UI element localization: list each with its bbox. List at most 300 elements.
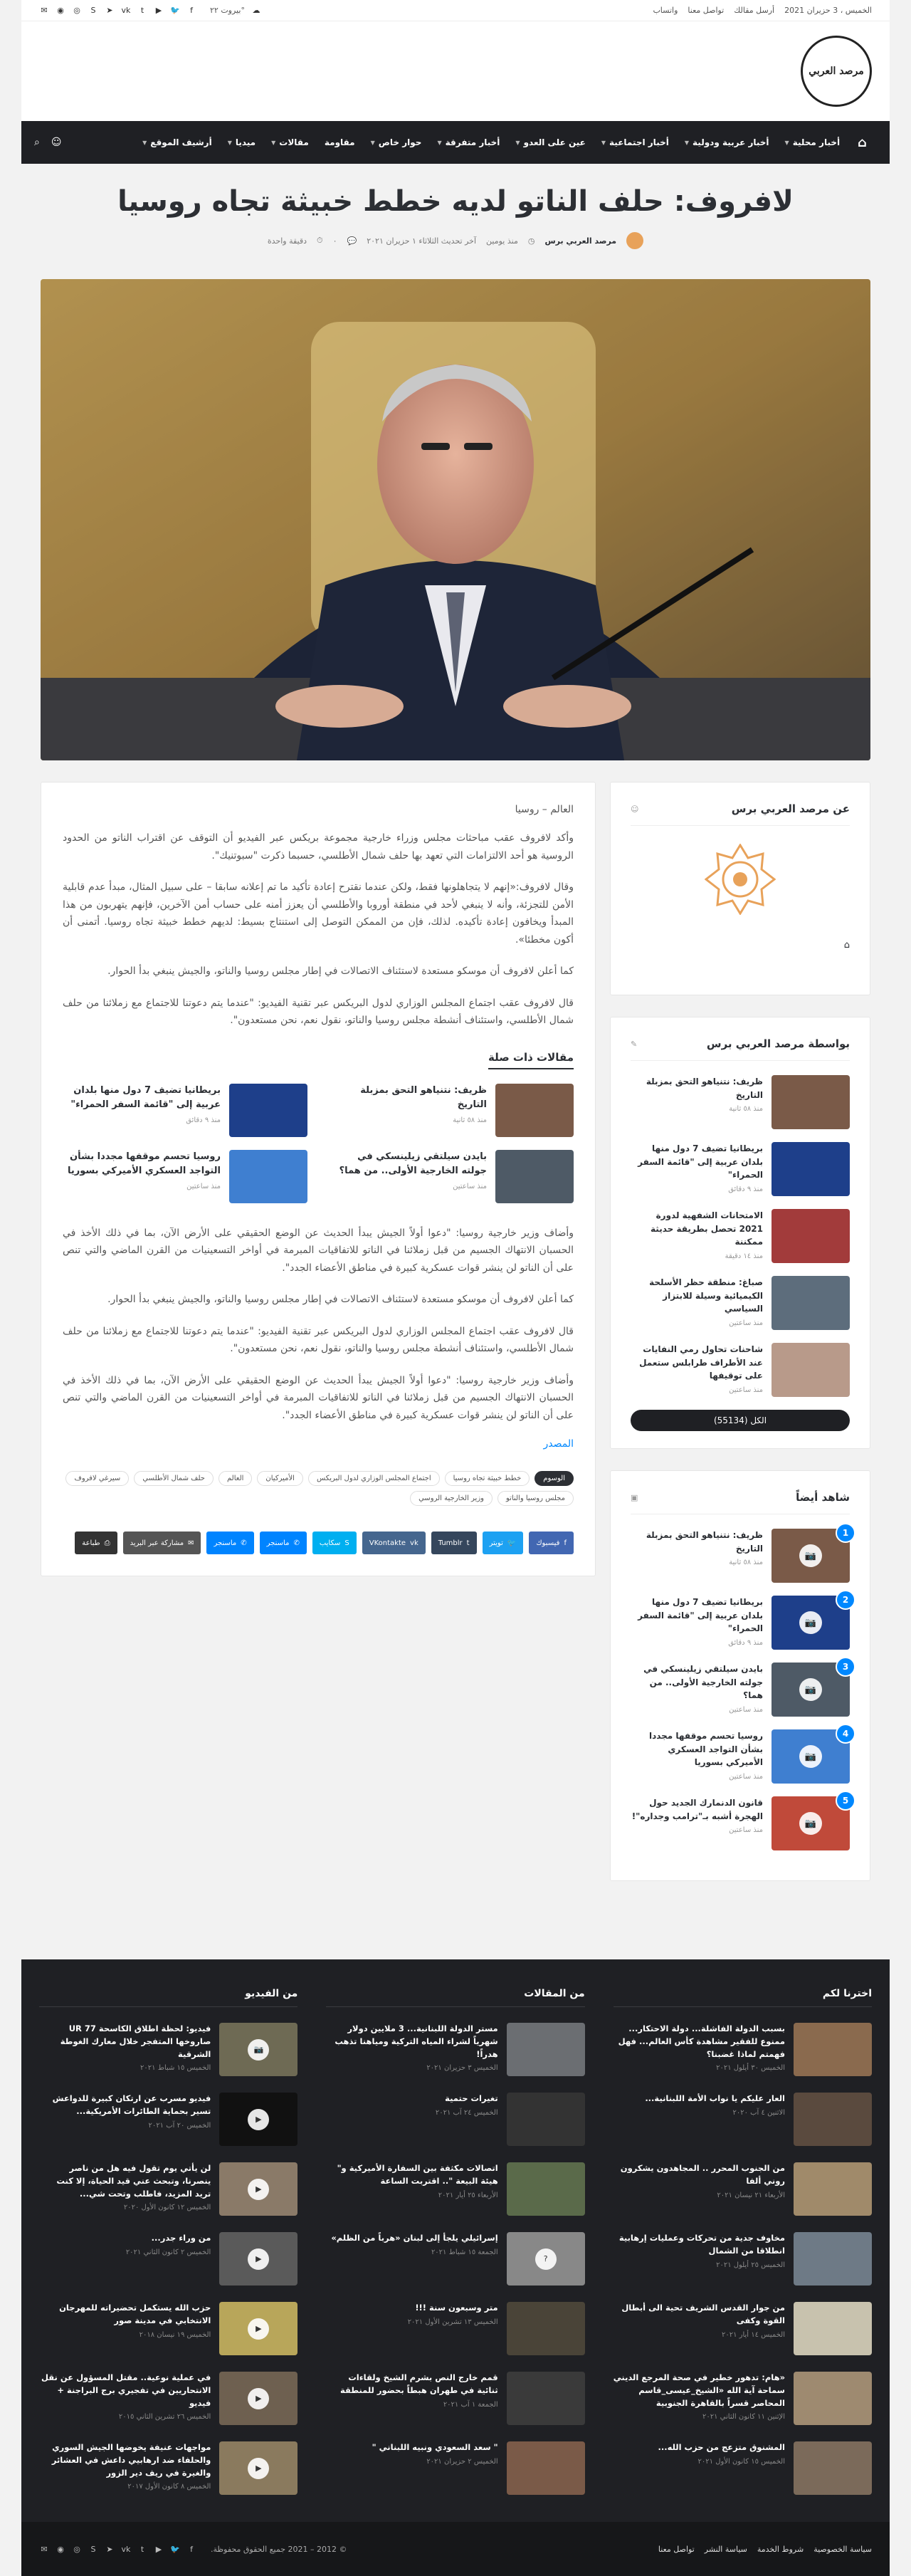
about-logo[interactable] [701, 840, 779, 918]
comment-icon[interactable]: 💬 [347, 236, 357, 246]
share-label: VKontakte [369, 1539, 406, 1547]
sidebar-post-title[interactable]: ظريف: نتنياهو التحق بمزبلة التاريخ [646, 1077, 763, 1100]
footer-post[interactable] [326, 2441, 584, 2498]
search-icon[interactable]: ⌕ [34, 137, 40, 148]
chevron-down-icon: ▼ [684, 139, 690, 146]
article-paragraph: وأضاف وزير خارجية روسيا: "دعوا أولاً الجيش يبدأ الحديث عن الوضع الحقيقي على الأرض الآن، بما في ذلك الأخذ في الحسبان الانتهاك الجسيم من قبل زملائنا في الناتو للاتفاقيات المبرمة في أواخر التسعينيات من القرن الماضي والتي تنص على أن الناتو لن ينشر قوات عسكرية كبيرة في مناطق الأعضاء الجدد". [63, 1227, 574, 1274]
watch-post[interactable] [631, 1729, 850, 1784]
related-thumb[interactable] [495, 1150, 574, 1203]
article-paragraph: كما أعلن لافروف أن موسكو مستعدة لاستئناف الاتصالات في إطار مجلس روسيا والناتو، والجيش ينبغي بدأ الحوار. [107, 965, 574, 977]
clock-icon: ◷ [527, 236, 535, 246]
nav-item-resistance[interactable] [317, 121, 363, 164]
read-time-icon: ⏱ [317, 236, 323, 245]
nav-label: عين على العدو [523, 137, 586, 147]
footer-post[interactable] [326, 2093, 584, 2150]
tumblr-icon[interactable]: t [140, 6, 144, 15]
footer-post[interactable] [614, 2023, 872, 2080]
author-avatar[interactable] [626, 232, 643, 249]
messenger-icon: ✆ [241, 1539, 247, 1547]
article-paragraph: قال لافروف عقب اجتماع المجلس الوزاري لدول البريكس عبر تقنية الفيديو: "عندما يتم دعوتنا للاجتماع مع زملائنا من حلف شمال الأطلسي، واستئناف أنشطة مجلس روسيا والناتو، نقول نعم، نحن مستعدون". [63, 1325, 574, 1354]
footer-link-privacy[interactable]: سياسة الخصوصية [813, 2544, 872, 2554]
widget-title: عن مرصد العربي برس [731, 802, 850, 815]
sidebar-post-title[interactable]: شاحنات تحاول رمي النفايات عند الأطراف طرابلس ستعمل على توقيفها [639, 1344, 763, 1381]
footer-post[interactable] [326, 2023, 584, 2080]
watch-post[interactable] [631, 1529, 850, 1583]
rank-badge: 3 [836, 1657, 855, 1677]
camera-icon: 📷 [799, 1745, 822, 1768]
chevron-down-icon: ▼ [515, 139, 520, 146]
share-messenger-button[interactable] [206, 1532, 253, 1554]
article-title: لافروف: حلف الناتو لديه خطط خبيثة تجاه روسيا [117, 185, 794, 218]
site-footer [21, 1959, 890, 2522]
camera-icon: 📷 [799, 1611, 822, 1634]
print-button[interactable] [75, 1532, 117, 1554]
sidebar-post-date: منذ ٥٨ ثانية [729, 1105, 763, 1114]
facebook-icon[interactable]: f [190, 2544, 193, 2554]
footer-post-date: الإثنين ١١ كانون الثاني ٢٠٢١ [702, 2413, 785, 2421]
nav-label: أخبار متفرقة [445, 137, 500, 147]
footer-post[interactable] [39, 2162, 297, 2219]
sidebar-post[interactable] [631, 1276, 850, 1330]
email-icon[interactable]: ✉ [41, 2544, 48, 2554]
footer-post[interactable] [326, 2162, 584, 2219]
nav-item-archive[interactable] [135, 121, 220, 164]
sidebar-post-thumb[interactable] [772, 1343, 850, 1397]
camera-icon: 📷 [799, 1812, 822, 1835]
related-thumb[interactable] [495, 1084, 574, 1137]
email-icon[interactable]: ✉ [41, 6, 48, 15]
tag-link[interactable]: سيرغي لافروف [65, 1471, 129, 1486]
author-name[interactable]: مرصد العربي برس [544, 236, 617, 246]
tag-link[interactable]: وزير الخارجية الروسي [410, 1491, 493, 1506]
footer-post-date: الخميس ٢٦ تشرين الثاني ٢٠١٥ [118, 2413, 211, 2421]
play-icon: ▶ [248, 2109, 269, 2130]
question-icon: ? [535, 2248, 557, 2270]
related-item[interactable] [63, 1084, 307, 1137]
footer-thumb[interactable] [219, 2023, 297, 2076]
image-icon: ▣ [631, 1492, 638, 1502]
footer-post[interactable] [39, 2023, 297, 2080]
print-icon: ⎙ [104, 1539, 110, 1547]
top-link-contact[interactable]: تواصل معنا [688, 6, 725, 15]
share-skype-button[interactable] [312, 1532, 357, 1554]
footer-post-date: الخميس ١٥ شباط ٢٠٢١ [140, 2064, 211, 2073]
footer-thumb[interactable] [219, 2162, 297, 2216]
footer-post[interactable] [614, 2093, 872, 2150]
chevron-down-icon: ▼ [370, 139, 375, 146]
footer-post-title[interactable]: المشنوق متزعج من حزب الله... [658, 2442, 785, 2452]
chevron-down-icon: ▼ [784, 139, 789, 146]
tags-list [63, 1471, 574, 1506]
footer-link-publishing[interactable]: سياسة النشر [704, 2544, 747, 2554]
top-bar [21, 0, 890, 21]
tag-link[interactable]: حلف شمال الأطلسي [134, 1471, 214, 1486]
footer-post-date: الاثنين ٤ آب ٢٠٢٠ [732, 2108, 785, 2117]
footer-post[interactable] [614, 2372, 872, 2429]
weather: بيروت ٢٢° [210, 6, 245, 15]
skype-icon: S [344, 1539, 349, 1547]
footer-post-date: الخميس ٢ حزيران ٢٠٢١ [426, 2457, 498, 2466]
footer-thumb[interactable] [219, 2093, 297, 2146]
footer-thumb[interactable] [507, 2232, 585, 2286]
watch-post[interactable] [631, 1596, 850, 1650]
footer-post-date: الخميس ٢٠ آب ٢٠٢١ [148, 2121, 211, 2130]
footer-post-date: الخميس ٣ حزيران ٢٠٢١ [426, 2064, 498, 2073]
share-tumblr-button[interactable] [431, 1532, 477, 1554]
footer-thumb[interactable] [794, 2441, 872, 2495]
home-icon[interactable]: ⌂ [843, 940, 850, 951]
footer-thumb[interactable] [794, 2232, 872, 2286]
related-item-title[interactable]: ظريف: نتنياهو التحق بمزبلة التاريخ [360, 1084, 487, 1110]
nav-label: أخبار محلية [792, 137, 841, 147]
tag-link[interactable]: خطط خبيثة تجاه روسيا [445, 1471, 530, 1486]
footer-post-title[interactable]: " سعد السعودي ونبيه اللبناني " [372, 2442, 498, 2452]
watch-post-date: منذ ساعتين [729, 1826, 763, 1835]
footer-post-title[interactable]: من جوار القدس الشريف تحية الى أبطال القوة وكفى [621, 2303, 785, 2325]
related-item[interactable] [329, 1084, 574, 1137]
nav-items [135, 121, 877, 164]
tag-link[interactable]: اجتماع المجلس الوزاري لدول البريكس [308, 1471, 440, 1486]
share-label: ماسنجر [214, 1539, 237, 1547]
sidebar-post-thumb[interactable] [772, 1276, 850, 1330]
footer-post-title[interactable]: قمم خارج النص بشرم الشيخ ولقاءات ثنائية في طهران هبطاً بحضور للمنطقة [340, 2372, 498, 2395]
sidebar-post-thumb[interactable] [772, 1209, 850, 1263]
nav-item-misc[interactable] [429, 121, 507, 164]
top-link-whatsapp[interactable]: واتساب [653, 6, 678, 15]
watch-post-date: منذ ٩ دقائق [728, 1638, 763, 1647]
nav-item-media[interactable] [220, 121, 263, 164]
article-paragraph: وأضاف وزير خارجية روسيا: "دعوا أولاً الجيش يبدأ الحديث عن الوضع الحقيقي على الأرض الآن، بما في ذلك الأخذ في الحسبان الانتهاك الجسيم من قبل زملائنا في الناتو للاتفاقيات المبرمة في أواخر التسعينيات من القرن الماضي والتي تنص على أن الناتو لن ينشر قوات عسكرية كبيرة في مناطق الأعضاء الجدد". [63, 1374, 574, 1421]
nav-label: ميديا [235, 137, 256, 147]
footer-col-title: من المقالات [326, 1988, 584, 2007]
watch-post-title[interactable]: قانون الدنمارك الجديد حول الهجرة أشبه بـ"ترامب وجداره"! [631, 1798, 763, 1821]
watch-post-thumb[interactable] [772, 1596, 850, 1650]
footer-post-date: الأربعاء ٢٥ أيار ٢٠٢١ [438, 2191, 498, 2199]
footer-thumb[interactable] [794, 2093, 872, 2146]
footer-post-title[interactable]: فيديو: لحظة اطلاق الكاسحة UR 77 صاروخها المتفجر خلال معارك الغوطة الشرقية [60, 2023, 211, 2059]
footer-thumb[interactable] [219, 2372, 297, 2425]
footer-post-title[interactable]: في عملية نوعية.. مقتل المسؤول عن نقل الانتحاريين في تفجيري برج البراجنة + فيديو [41, 2372, 211, 2408]
article-source[interactable]: المصدر [543, 1438, 574, 1450]
watch-post-thumb[interactable] [772, 1529, 850, 1583]
footer-thumb[interactable] [794, 2023, 872, 2076]
facebook-icon: f [564, 1539, 567, 1547]
footer-post[interactable] [39, 2232, 297, 2289]
rank-badge: 5 [836, 1791, 855, 1811]
article-meta [21, 232, 890, 249]
footer-post[interactable] [39, 2372, 297, 2429]
hero-image [41, 279, 870, 760]
widget-title: شاهد أيضاً [796, 1491, 850, 1504]
rss-icon[interactable]: ◉ [57, 2544, 64, 2554]
footer-post-title[interactable]: مخاوف جدية من تحركات وعمليات إرهابية انطلاقا من الشمال [618, 2233, 785, 2256]
footer-post-date: الجمعة ١ آب ٢٠٢١ [443, 2400, 498, 2409]
footer-thumb[interactable] [794, 2372, 872, 2425]
share-label: سكايب [319, 1539, 341, 1547]
watch-post[interactable] [631, 1796, 850, 1850]
footer-thumb[interactable] [219, 2441, 297, 2495]
article-paragraph: كما أعلن لافروف أن موسكو مستعدة لاستئناف الاتصالات في إطار مجلس روسيا والناتو، والجيش ينبغي بدأ الحوار. [107, 1294, 574, 1305]
footer-post[interactable] [614, 2302, 872, 2359]
watch-post-date: منذ ساعتين [729, 1772, 763, 1781]
footer-post-title[interactable]: العار عليكم يا نواب الأمة اللبنانية... [645, 2093, 785, 2103]
footer-post-date: الجمعة ١٥ شباط ٢٠٢١ [431, 2248, 498, 2256]
footer-social-icons [39, 2544, 196, 2554]
user-icon[interactable]: ☺ [51, 137, 62, 148]
play-icon: ▶ [248, 2179, 269, 2200]
watch-post-title[interactable]: روسيا تحسم موقفها مجددا بشأن التواجد العسكري الأميركي بسوريا [648, 1731, 763, 1768]
read-time: دقيقة واحدة [267, 236, 307, 246]
watch-post-title[interactable]: ظريف: نتنياهو التحق بمزبلة التاريخ [646, 1530, 763, 1554]
sidebar [610, 782, 870, 1902]
author-posts-widget [610, 1017, 870, 1449]
footer-col-videos [39, 1988, 297, 2511]
footer-post-title[interactable]: إسرائيلي يلجأ إلى لبنان «هرباً من الظلم» [331, 2233, 498, 2243]
related-item-date: منذ ٩ دقائق [186, 1116, 221, 1124]
watch-post-title[interactable]: بايدن سيلتقي زيلينسكي في جولته الخارجية الأولى.. من هما؟ [643, 1664, 763, 1701]
share-label: مشاركة عبر البريد [130, 1539, 184, 1547]
related-item[interactable] [63, 1150, 307, 1203]
footer-thumb[interactable] [507, 2441, 585, 2495]
rank-badge: 1 [836, 1523, 855, 1543]
all-posts-button[interactable]: الكل (55134) [631, 1410, 850, 1431]
nav-item-social[interactable] [594, 121, 677, 164]
article-paragraph: وأكد لافروف عقب مباحثات مجلس وزراء خارجية مجموعة بريكس عبر الفيديو أن التوقف عن اقتراب الناتو من الحدود الروسية هو أحد الالتزامات التي تعهد بها حلف شمال الأطلسي، حسبما ذكرت "سبوتنيك". [63, 832, 574, 862]
weather-icon: ☁ [252, 6, 260, 15]
nav-label: مقاومة [324, 137, 355, 147]
footer-col-title: اخترنا لكم [614, 1988, 872, 2007]
chevron-down-icon: ▼ [601, 139, 606, 146]
footer-post-title[interactable]: «هام: تدهور خطير في صحة المرجع الديني سماحة آية الله «الشيخ_عيسى_قاسم المحاصر قسراً بالقاهرة الجنوبية [613, 2372, 785, 2408]
site-logo[interactable] [801, 36, 872, 107]
watch-post-date: منذ ساعتين [729, 1705, 763, 1714]
footer-link-contact[interactable]: تواصل معنا [658, 2544, 695, 2554]
telegram-icon[interactable]: ➤ [106, 2544, 113, 2554]
footer-post-title[interactable]: من وراء جدر... [151, 2233, 211, 2243]
camera-icon: 📷 [799, 1544, 822, 1567]
footer-post[interactable] [326, 2232, 584, 2289]
sidebar-post[interactable] [631, 1343, 850, 1397]
watch-post[interactable] [631, 1663, 850, 1717]
nav-label: أرشيف الموقع [150, 137, 212, 147]
nav-item-arab-intl[interactable] [677, 121, 777, 164]
share-twitter-button[interactable] [483, 1532, 524, 1554]
updated-time: آخر تحديث الثلاثاء ١ حزيران ٢٠٢١ [367, 236, 477, 246]
footer-thumb[interactable] [507, 2162, 585, 2216]
site-header [21, 21, 890, 121]
telegram-icon[interactable]: ➤ [106, 6, 113, 15]
share-label: Tumblr [438, 1539, 463, 1547]
watch-post-thumb[interactable] [772, 1729, 850, 1784]
footer-post[interactable] [326, 2302, 584, 2359]
footer-post-title[interactable]: اتصالات مكثفة بين السفارة الأميركية و" هيئة البيعة ".. اقتربت الساعة [337, 2163, 498, 2186]
sidebar-post[interactable] [631, 1075, 850, 1129]
widget-title: بواسطة مرصد العربي برس [706, 1037, 850, 1050]
footer-post-title[interactable]: لن يأتي يوم تقول فيه هل من ناصر ينصرنا، وتبحث عني قيد الحياة، إلا كنت تريد المزيد، فاطلب وتحت شي... [56, 2163, 211, 2199]
email-icon: ✉ [188, 1539, 194, 1547]
share-messenger-button[interactable] [260, 1532, 307, 1554]
play-icon: ▶ [248, 2318, 269, 2340]
footer-thumb[interactable] [507, 2093, 585, 2146]
footer-post-title[interactable]: متر وسبعون سنة !!! [415, 2303, 498, 2313]
footer-thumb[interactable] [507, 2372, 585, 2425]
footer-col-articles [326, 1988, 584, 2511]
footer-thumb[interactable] [219, 2302, 297, 2355]
tag-link[interactable]: العالم [218, 1471, 252, 1486]
nav-item-enemy[interactable] [507, 121, 593, 164]
watch-post-thumb[interactable] [772, 1663, 850, 1717]
copyright-text: © 2012 – 2021 جميع الحقوق محفوظة. [211, 2544, 347, 2554]
footer-post-title[interactable]: تغيرات حتمية [445, 2093, 498, 2103]
share-email-button[interactable] [123, 1532, 201, 1554]
footer-post[interactable] [326, 2372, 584, 2429]
share-label: ماسنجر [266, 1539, 290, 1547]
share-facebook-button[interactable] [529, 1532, 574, 1554]
footer-post-date: الخميس ١٥ كانون الأول ٢٠٢١ [697, 2457, 785, 2466]
related-title: مقالات ذات صلة [488, 1051, 574, 1069]
vk-icon[interactable]: vk [121, 2544, 131, 2554]
about-widget [610, 782, 870, 995]
nav-item-local[interactable] [777, 121, 848, 164]
hero-photo [41, 279, 870, 760]
copyright-bar [21, 2522, 890, 2576]
related-item[interactable] [329, 1150, 574, 1203]
user-icon: ☺ [631, 804, 639, 814]
top-social-icons [39, 6, 261, 16]
footer-post[interactable] [39, 2093, 297, 2150]
tag-link[interactable]: الأميركيان [257, 1471, 303, 1486]
footer-post-date: الخميس ٢٥ أيلول ٢٠٢١ [716, 2261, 785, 2269]
rank-badge: 4 [836, 1724, 855, 1744]
footer-post-title[interactable]: مستر الدولة اللبنانية... 3 ملايين دولار شهرياً لشراء المياه التركية ومياهنا تذهب هدراً! [335, 2023, 498, 2059]
footer-thumb[interactable] [219, 2232, 297, 2286]
chevron-down-icon: ▼ [271, 139, 276, 146]
instagram-icon[interactable]: ◎ [73, 2544, 80, 2554]
youtube-icon[interactable]: ▶ [155, 2544, 162, 2554]
footer-post-date: الخميس ١٣ تشرين الأول ٢٠٢١ [407, 2318, 498, 2326]
watch-post-thumb[interactable] [772, 1796, 850, 1850]
skype-icon[interactable]: S [90, 6, 96, 15]
sidebar-post[interactable] [631, 1142, 850, 1196]
chevron-down-icon: ▼ [437, 139, 442, 146]
tumblr-icon[interactable]: t [140, 2544, 144, 2554]
watch-post-title[interactable]: بريطانيا تضيف 7 دول منها بلدان عربية إلى "قائمة السفر الحمراء" [638, 1597, 763, 1634]
play-icon: ▶ [248, 2388, 269, 2409]
related-item-title[interactable]: بريطانيا تضيف 7 دول منها بلدان عربية إلى "قائمة السفر الحمراء" [70, 1084, 221, 1110]
footer-post[interactable] [614, 2441, 872, 2498]
footer-post[interactable] [39, 2441, 297, 2498]
footer-thumb[interactable] [507, 2023, 585, 2076]
related-item-date: منذ ساعتين [186, 1182, 221, 1190]
watch-also-widget [610, 1470, 870, 1881]
share-label: تويتر [489, 1539, 503, 1547]
related-item-title[interactable]: بايدن سيلتقي زيلينسكي في جولته الخارجية الأولى.. من هما؟ [339, 1151, 487, 1176]
share-buttons [63, 1532, 574, 1554]
nav-item-articles[interactable] [263, 121, 317, 164]
footer-link-terms[interactable]: شروط الخدمة [757, 2544, 804, 2554]
footer-post-date: الخميس ٢٤ آب ٢٠٢١ [435, 2108, 498, 2117]
article-header [21, 164, 890, 278]
facebook-icon[interactable]: f [190, 6, 193, 15]
footer-thumb[interactable] [507, 2302, 585, 2355]
top-links [653, 6, 872, 15]
footer-post-date: الخميس ٨ كانون الأول ٢٠١٧ [127, 2483, 211, 2491]
comment-count[interactable]: ٠ [332, 236, 337, 246]
footer-post[interactable] [39, 2302, 297, 2359]
article-paragraph: قال لافروف عقب اجتماع المجلس الوزاري لدول البريكس عبر تقنية الفيديو: "عندما يتم دعوتنا للاجتماع مع زملائنا من حلف شمال الأطلسي، واستئناف أنشطة مجلس روسيا والناتو، نقول نعم، نحن مستعدون". [63, 997, 574, 1026]
footer-thumb[interactable] [794, 2302, 872, 2355]
footer-post-title[interactable]: حزب الله يستكمل تحضيراته للمهرجان الانتخابي في مدينة صور [59, 2303, 211, 2325]
tags-head: الوسوم [535, 1471, 574, 1486]
article-dateline: العالم – روسيا [515, 804, 574, 815]
footer-col-title: من الفيديو [39, 1988, 297, 2007]
footer-post-title[interactable]: فيديو مسرب عن ارتكان كبيرة للدواعش تسير بحماية الطائرات الأمريكية... [52, 2093, 211, 2116]
sidebar-post-date: منذ ٩ دقائق [728, 1185, 763, 1193]
camera-icon: 📷 [248, 2039, 269, 2061]
logo-text: مرصد العربي [809, 65, 864, 77]
footer-post-date: الخميس ٢ كانون الثاني ٢٠٢١ [125, 2248, 211, 2256]
main-nav [21, 121, 890, 164]
sidebar-post-title[interactable]: صباغ: منطقة حظر الأسلحة الكيميائية وسيلة للابتزاز السياسي [649, 1277, 763, 1314]
footer-thumb[interactable] [794, 2162, 872, 2216]
play-icon: ▶ [248, 2458, 269, 2479]
related-item-title[interactable]: روسيا تحسم موقفها مجددا بشأن التواجد العسكري الأميركي بسوريا [68, 1151, 221, 1176]
chevron-down-icon: ▼ [227, 139, 232, 146]
messenger-icon: ✆ [293, 1539, 300, 1547]
footer-post-title[interactable]: بسبب الدولة الفاشلة... دولة الاحتكار... ممنوع للفقير مشاهدة كأس العالم... فهل فهمتم لماذا غضبنا؟ [618, 2023, 785, 2059]
related-thumb[interactable] [229, 1150, 307, 1203]
twitter-icon[interactable]: 🐦 [170, 6, 180, 15]
sidebar-post[interactable] [631, 1209, 850, 1263]
footer-post-title[interactable]: من الجنوب المحرر .. المجاهدون يشكرون روني ألفا [620, 2163, 785, 2186]
nav-item-interview[interactable] [363, 121, 430, 164]
sidebar-post-title[interactable]: بريطانيا تضيف 7 دول منها بلدان عربية إلى "قائمة السفر الحمراء" [638, 1143, 763, 1180]
tag-link[interactable]: مجلس روسيا والناتو [497, 1491, 574, 1506]
about-logo-graphic [705, 844, 776, 915]
sidebar-post-title[interactable]: الامتحانات الشفهية لدورة 2021 تحصل بطريقة حديثة ممكننة [651, 1210, 763, 1247]
top-link-submit[interactable]: أرسل مقالك [734, 6, 775, 15]
nav-label: أخبار عربية ودولية [693, 137, 769, 147]
related-thumb[interactable] [229, 1084, 307, 1137]
nav-label: أخبار اجتماعية [609, 137, 669, 147]
instagram-icon[interactable]: ◎ [73, 6, 80, 15]
sidebar-post-thumb[interactable] [772, 1075, 850, 1129]
vk-icon[interactable]: vk [121, 6, 131, 15]
sidebar-post-thumb[interactable] [772, 1142, 850, 1196]
nav-tools [34, 137, 61, 148]
footer-post[interactable] [614, 2232, 872, 2289]
footer-post-date: الخميس ١٩ نيسان ٢٠١٨ [139, 2330, 211, 2339]
sidebar-post-date: منذ ساعتين [729, 1319, 763, 1327]
share-label: طباعة [82, 1539, 100, 1547]
skype-icon[interactable]: S [90, 2544, 96, 2554]
chevron-down-icon: ▼ [142, 139, 147, 146]
published-time: منذ يومين [486, 236, 518, 246]
rss-icon[interactable]: ◉ [57, 6, 64, 15]
article-body [41, 782, 596, 1576]
share-vk-button[interactable] [362, 1532, 426, 1554]
twitter-icon[interactable]: 🐦 [170, 2544, 180, 2554]
home-icon[interactable]: ⌂ [858, 135, 867, 150]
footer-post-title[interactable]: مواجهات عنيفة يخوضها الجيش السوري والحلفاء ضد ارهابيي داعش في العشائر والغيرة في ريف دير الزور [51, 2442, 211, 2478]
nav-label: حوار خاص [378, 137, 422, 147]
youtube-icon[interactable]: ▶ [155, 6, 162, 15]
footer-post-date: الخميس ١٤ أيار ٢٠٢١ [721, 2330, 785, 2339]
footer-post[interactable] [614, 2162, 872, 2219]
footer-post-date: الخميس ٣٠ أيلول ٢٠٢١ [716, 2064, 785, 2073]
pencil-icon: ✎ [631, 1039, 638, 1049]
nav-label: مقالات [279, 137, 309, 147]
